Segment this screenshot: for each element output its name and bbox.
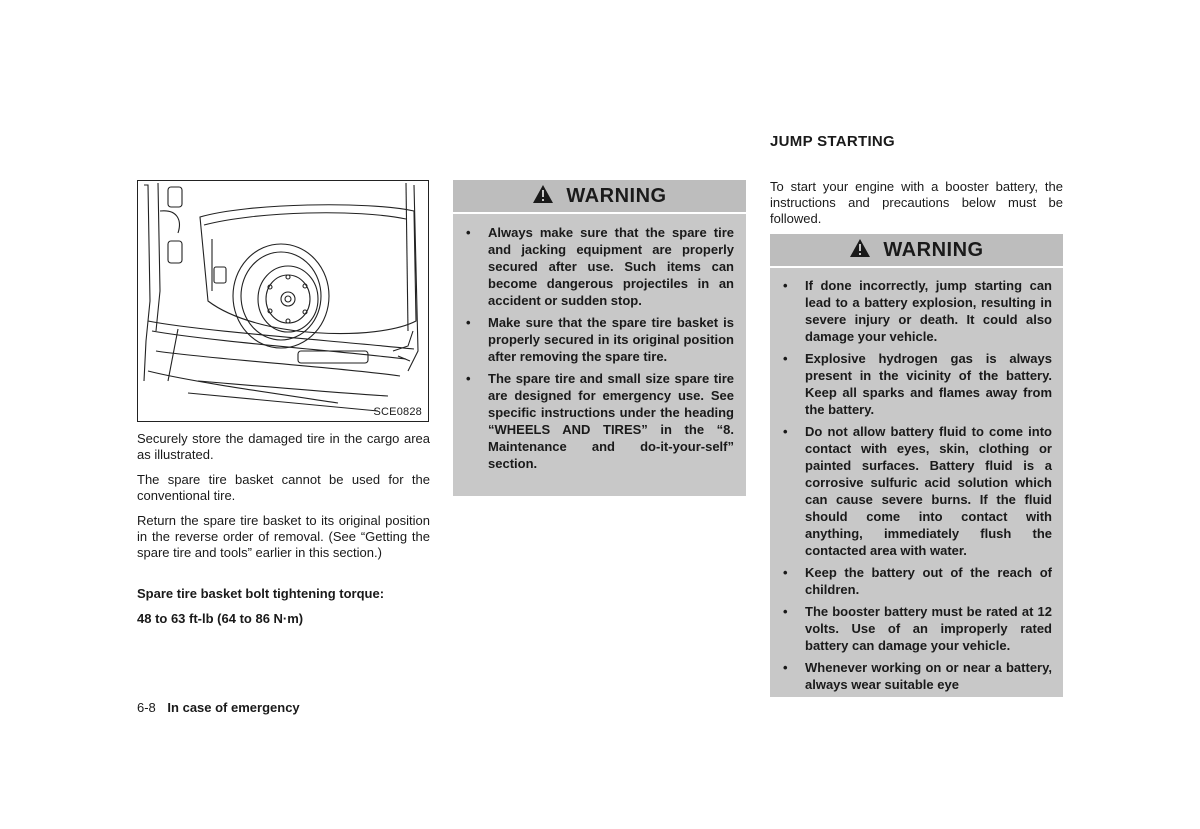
torque-label: Spare tire basket bolt tightening torque: (137, 586, 385, 601)
warning-item: • Explosive hydrogen gas is always present in the vicinity of the battery. Keep all sparks and flames away from the battery. (805, 350, 1052, 418)
spare-tire-illustration (137, 180, 429, 422)
warning-item: • Keep the battery out of the reach of children. (805, 564, 1052, 598)
warning-list (770, 268, 1063, 693)
warning-item: • The booster battery must be rated at 12 volts. Use of an improperly rated battery can damage your vehicle. (805, 603, 1052, 654)
warning-list (453, 214, 746, 472)
cargo-area-drawing (138, 181, 429, 422)
warning-title: WARNING (566, 184, 667, 207)
figure-code: SCE0828 (373, 406, 422, 418)
warning-item: • If done incorrectly, jump starting can lead to a battery explosion, resulting in severe injury or death. It could also damage your vehicle. (805, 277, 1052, 345)
paragraph-basket-note: The spare tire basket cannot be used for the conventional tire. (137, 472, 430, 503)
warning-item: • Do not allow battery fluid to come into contact with eyes, skin, clothing or painted surfaces. Battery fluid is a corrosive sulfuric acid solution which can cause severe burns. If the fluid should come into contact with anything, immediately flush the contacted area with water. (805, 423, 1052, 559)
warning-item: • Always make sure that the spare tire and jacking equipment are properly secured after use. Such items can become dangerous projectiles in an accident or sudden stop. (488, 224, 734, 309)
warning-triangle-icon (532, 184, 554, 209)
warning-item: • The spare tire and small size spare tire are designed for emergency use. See specific instructions under the heading “WHEELS AND TIRES” in the “8. Maintenance and do-it-your-self” section. (488, 370, 734, 472)
warning-title: WARNING (883, 238, 984, 261)
warning-item: • Whenever working on or near a battery, always wear suitable eye (805, 659, 1052, 693)
warning-triangle-icon (849, 238, 871, 263)
torque-value: 48 to 63 ft-lb (64 to 86 N·m) (137, 611, 304, 626)
page-number: 6-8 (137, 700, 156, 715)
warning-header (453, 180, 746, 214)
section-title: JUMP STARTING (770, 133, 896, 150)
paragraph-store-tire: Securely store the damaged tire in the cargo area as illustrated. (137, 431, 430, 462)
jump-start-intro: To start your engine with a booster battery, the instructions and precautions below must be followed. (770, 179, 1063, 226)
paragraph-return-basket: Return the spare tire basket to its original position in the reverse order of removal. (See “Getting the spare tire and tools” earlier in this section.) (137, 513, 430, 560)
warning-header (770, 234, 1063, 268)
warning-item: • Make sure that the spare tire basket is properly secured in its original position after removing the spare tire. (488, 314, 734, 365)
page-footer (137, 700, 300, 715)
warning-box-jump-start (770, 234, 1063, 697)
warning-box-spare-tire (453, 180, 746, 496)
footer-section-name: In case of emergency (167, 700, 300, 715)
